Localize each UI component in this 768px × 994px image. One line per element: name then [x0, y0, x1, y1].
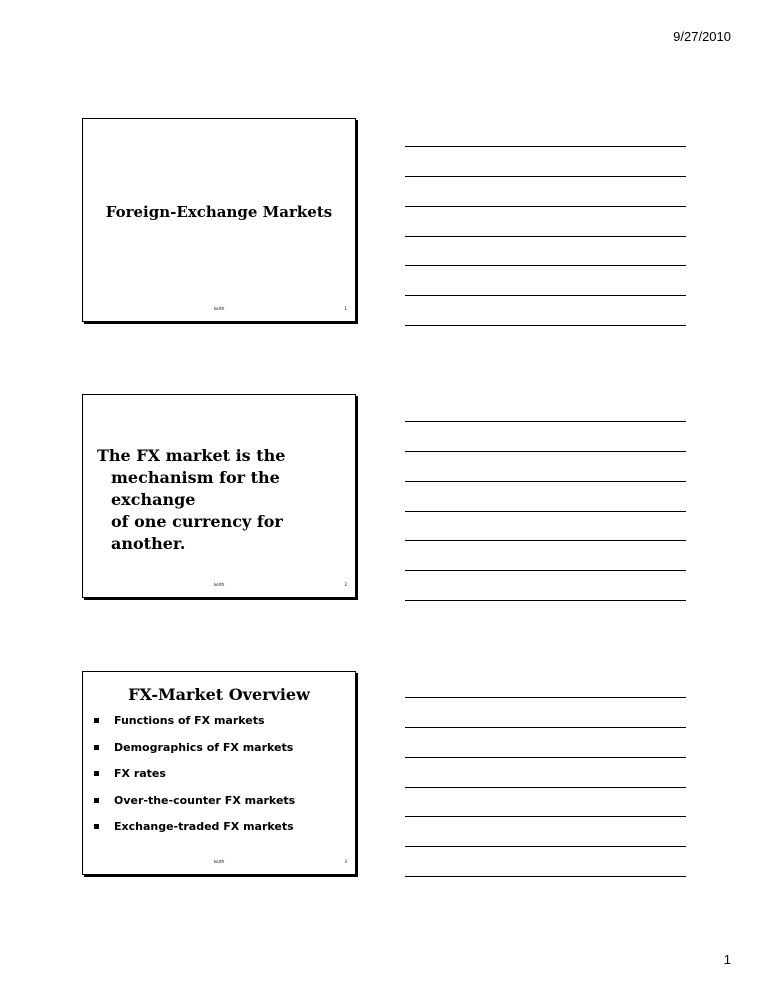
- bullet-item: [92, 714, 295, 741]
- bullet-item: [92, 741, 295, 768]
- note-line: [405, 236, 686, 237]
- note-line: [405, 757, 686, 758]
- page-number: 1: [723, 952, 731, 967]
- note-line: [405, 787, 686, 788]
- note-line: [405, 697, 686, 698]
- slide-1-footer: korth: [214, 306, 225, 311]
- slide-3-footer: korth: [214, 859, 225, 864]
- note-line: [405, 540, 686, 541]
- square-bullet-icon: [94, 824, 99, 829]
- slide-3-thumbnail: [82, 671, 356, 875]
- slide-2-statement-line-1: The FX market is the: [97, 446, 286, 465]
- slide-2-statement: [97, 445, 347, 555]
- bullet-text: Functions of FX markets: [114, 714, 265, 727]
- square-bullet-icon: [94, 745, 99, 750]
- page-date: 9/27/2010: [673, 29, 731, 44]
- note-line: [405, 325, 686, 326]
- slide-1-thumbnail: [82, 118, 356, 322]
- note-line: [405, 206, 686, 207]
- slide-3-bullet-list: [92, 714, 295, 847]
- note-line: [405, 570, 686, 571]
- bullet-text: FX rates: [114, 767, 166, 780]
- slide-1-number: 1: [344, 306, 347, 311]
- slide-3-title: FX-Market Overview: [128, 685, 310, 704]
- square-bullet-icon: [94, 798, 99, 803]
- square-bullet-icon: [94, 718, 99, 723]
- note-line: [405, 451, 686, 452]
- slide-3-number: 3: [344, 859, 347, 864]
- slide-2-number: 2: [344, 582, 347, 587]
- note-line: [405, 816, 686, 817]
- bullet-text: Exchange-traded FX markets: [114, 820, 294, 833]
- note-line: [405, 727, 686, 728]
- bullet-item: [92, 794, 295, 821]
- slide-2-footer: korth: [214, 582, 225, 587]
- note-line: [405, 846, 686, 847]
- note-line: [405, 265, 686, 266]
- slide-2-statement-line-3: of one currency for another.: [111, 512, 283, 553]
- bullet-item: [92, 820, 295, 847]
- bullet-text: Over-the-counter FX markets: [114, 793, 296, 807]
- slide-2-statement-line-2: mechanism for the exchange: [111, 468, 280, 509]
- bullet-item: [92, 767, 295, 794]
- note-line: [405, 600, 686, 601]
- note-line: [405, 876, 686, 877]
- note-line: [405, 176, 686, 177]
- note-line: [405, 421, 686, 422]
- bullet-text: Demographics of FX markets: [114, 740, 294, 754]
- note-line: [405, 146, 686, 147]
- note-line: [405, 481, 686, 482]
- note-line: [405, 295, 686, 296]
- note-line: [405, 511, 686, 512]
- square-bullet-icon: [94, 771, 99, 776]
- slide-2-thumbnail: [82, 394, 356, 598]
- slide-1-title: Foreign-Exchange Markets: [105, 203, 333, 221]
